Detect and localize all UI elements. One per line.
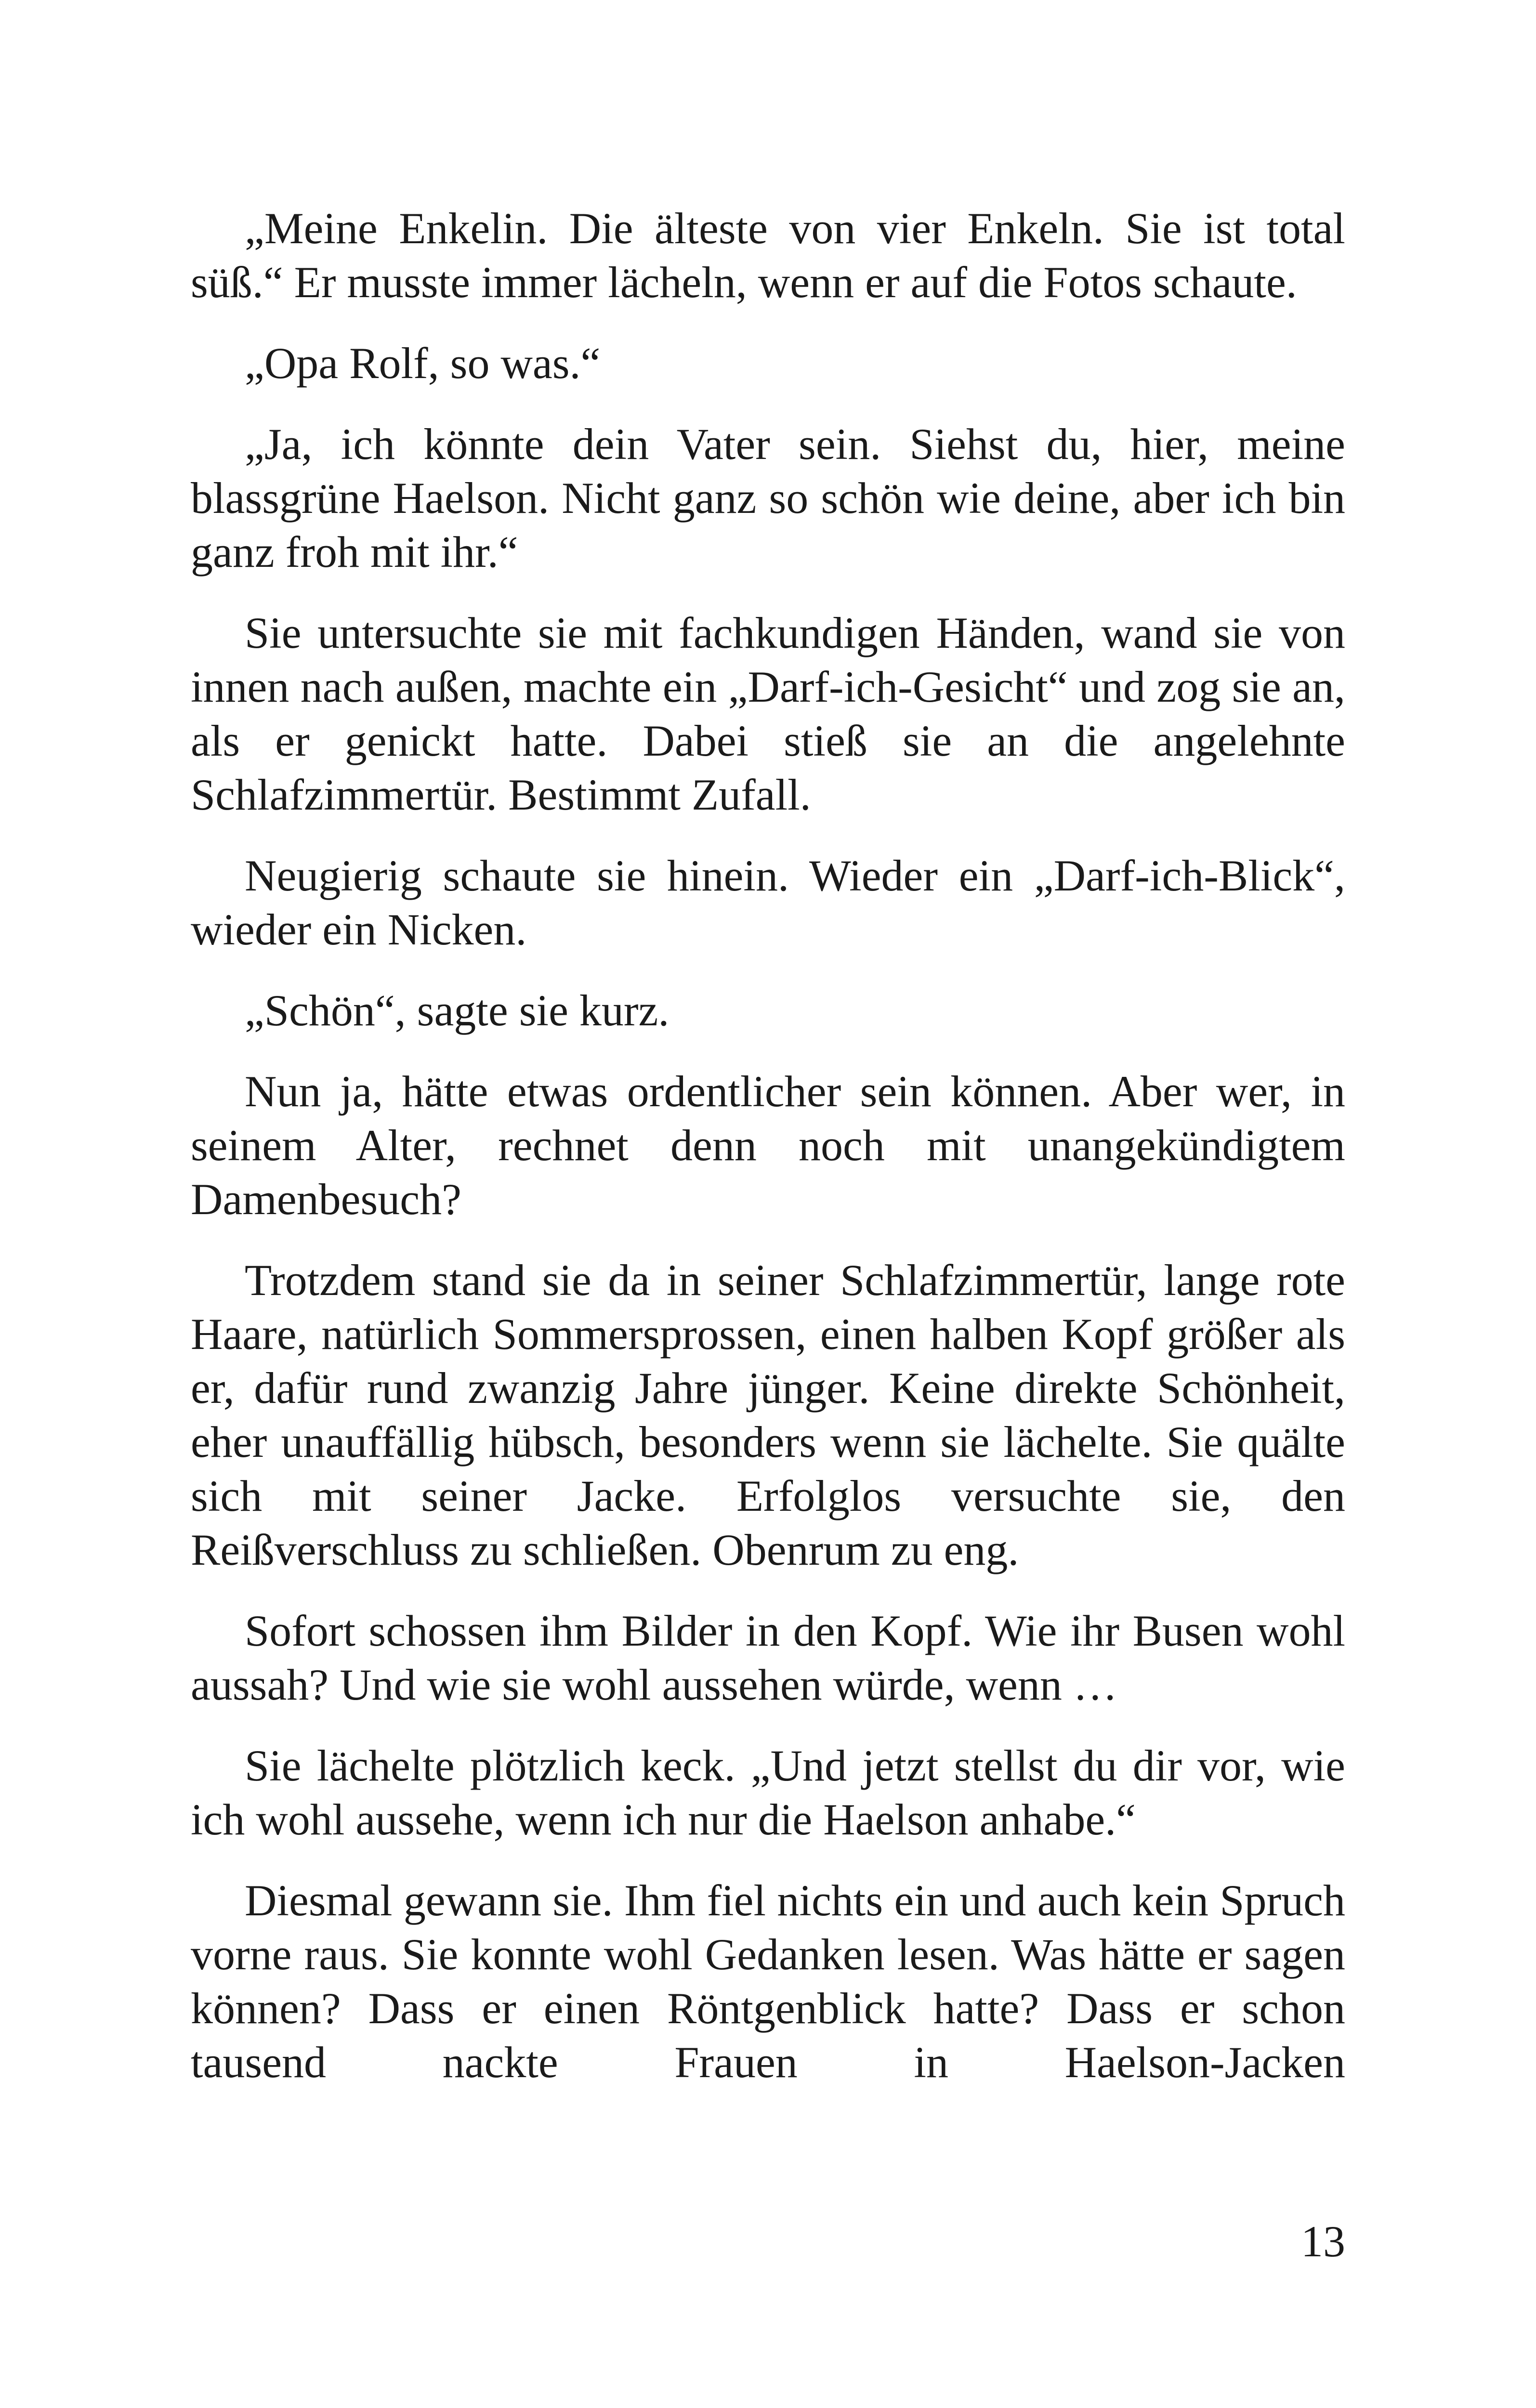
paragraph-7: Nun ja, hätte etwas ordentlicher sein können. Aber wer, in seinem Alter, rechnet denn noch mit unangekündigtem Damenbesuch?	[191, 1067, 1345, 1224]
paragraph-8: Trotzdem stand sie da in seiner Schlafzimmertür, lange rote Haare, natürlich Sommersprossen, einen halben Kopf größer als er, dafür rund zwanzig Jahre jünger. Keine direkte Schönheit, eher unauffällig hübsch, besonders wenn sie lächelte. Sie quälte sich mit seiner Jacke. Erfolglos versuchte sie, den Reißverschluss zu schließen. Obenrum zu eng.	[191, 1256, 1345, 1574]
paragraph-3: „Ja, ich könnte dein Vater sein. Siehst du, hier, meine blassgrüne Haelson. Nicht ganz so schön wie deine, aber ich bin ganz froh mit ihr.“	[191, 419, 1345, 576]
paragraph-6: „Schön“, sagte sie kurz.	[245, 986, 670, 1035]
paragraph-5: Neugierig schaute sie hinein. Wieder ein „Darf-ich-Blick“, wieder ein Nicken.	[191, 851, 1345, 954]
paragraph-11: Diesmal gewann sie. Ihm fiel nichts ein und auch kein Spruch vorne raus. Sie konnte wohl Gedanken lesen. Was hätte er sagen können? Dass er einen Röntgenblick hatte? Dass er schon tausend nackte Frauen in Haelson-Jacken	[191, 1876, 1345, 2087]
paragraph-10: Sie lächelte plötzlich keck. „Und jetzt stellst du dir vor, wie ich wohl aussehe, wenn ich nur die Haelson anhabe.“	[191, 1741, 1345, 1844]
paragraph-2: „Opa Rolf, so was.“	[245, 339, 601, 388]
paragraph-9: Sofort schossen ihm Bilder in den Kopf. Wie ihr Busen wohl aussah? Und wie sie wohl aussehen würde, wenn …	[191, 1606, 1345, 1709]
paragraph-1: „Meine Enkelin. Die älteste von vier Enkeln. Sie ist total süß.“ Er musste immer lächeln, wenn er auf die Fotos schaute.	[191, 204, 1345, 307]
paragraph-4: Sie untersuchte sie mit fachkundigen Händen, wand sie von innen nach außen, machte ein „Darf-ich-Gesicht“ und zog sie an, als er genickt hatte. Dabei stieß sie an die angelehnte Schlafzimmertür. Bestimmt Zufall.	[191, 608, 1345, 819]
body-text	[191, 201, 1345, 2089]
page-number: 13	[1301, 2217, 1345, 2266]
